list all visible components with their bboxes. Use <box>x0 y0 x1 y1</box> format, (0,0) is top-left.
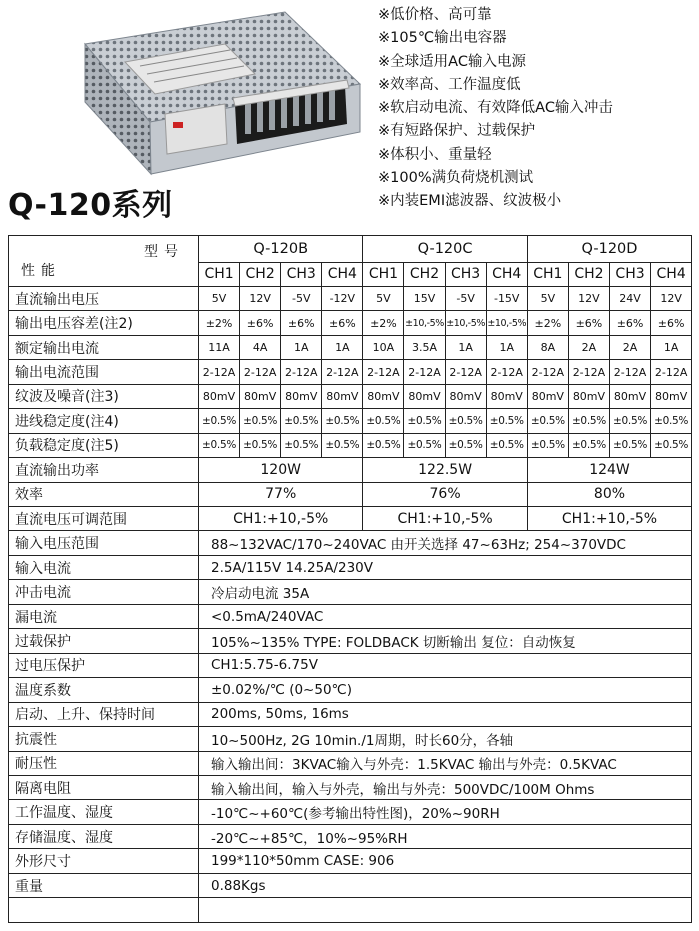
row-label: 存储温度、湿度 <box>9 824 199 848</box>
table-row <box>9 727 692 751</box>
table-row <box>9 898 692 923</box>
table-cell: 10~500Hz, 2G 10min./1周期，时长60分，各轴 <box>199 727 692 751</box>
table-row <box>9 849 692 873</box>
table-cell: 11A <box>199 335 240 359</box>
channel-header: CH2 <box>568 262 609 286</box>
row-label: 重量 <box>9 873 199 897</box>
table-cell: CH1:+10,-5% <box>363 507 527 531</box>
table-cell: 5V <box>199 286 240 310</box>
table-row <box>9 286 692 310</box>
table-row <box>9 507 692 531</box>
corner-model-label: 型号 <box>144 244 184 260</box>
table-cell: 2-12A <box>281 360 322 384</box>
table-cell: 2-12A <box>199 360 240 384</box>
table-row <box>9 311 692 335</box>
table-row <box>9 482 692 506</box>
row-label: 输入电流 <box>9 555 199 579</box>
table-row <box>9 555 692 579</box>
table-row <box>9 873 692 897</box>
channel-header: CH3 <box>609 262 650 286</box>
row-label: 耐压性 <box>9 751 199 775</box>
model-header: Q-120C <box>363 236 527 263</box>
table-cell: ±0.5% <box>651 409 692 433</box>
channel-header: CH1 <box>527 262 568 286</box>
table-cell: 80mV <box>486 384 527 408</box>
feature-item: ※全球适用AC输入电源 <box>378 53 526 70</box>
table-cell: 5V <box>363 286 404 310</box>
table-cell: CH1:+10,-5% <box>527 507 691 531</box>
table-cell: ±0.5% <box>651 433 692 457</box>
table-cell: ±0.5% <box>486 409 527 433</box>
table-cell: ±10,-5% <box>445 311 486 335</box>
feature-item: ※软启动电流、有效降低AC输入冲击 <box>378 100 613 117</box>
table-cell: 105%~135% TYPE: FOLDBACK 切断输出 复位：自动恢复 <box>199 629 692 653</box>
table-cell: ±0.5% <box>322 433 363 457</box>
table-cell: 80mV <box>445 384 486 408</box>
row-label: 直流输出电压 <box>9 286 199 310</box>
table-cell: 0.88Kgs <box>199 873 692 897</box>
table-cell: 124W <box>527 458 691 482</box>
table-cell: 2-12A <box>609 360 650 384</box>
table-cell: ±0.5% <box>527 409 568 433</box>
table-cell: CH1:5.75-6.75V <box>199 653 692 677</box>
table-cell: ±6% <box>240 311 281 335</box>
table-cell: 2-12A <box>363 360 404 384</box>
table-cell: ±6% <box>568 311 609 335</box>
table-cell: 15V <box>404 286 445 310</box>
row-label: 纹波及噪音(注3) <box>9 384 199 408</box>
table-cell: -20℃~+85℃，10%~95%RH <box>199 824 692 848</box>
table-cell: -5V <box>445 286 486 310</box>
table-row <box>9 678 692 702</box>
channel-header: CH3 <box>445 262 486 286</box>
table-cell: ±0.5% <box>281 433 322 457</box>
table-cell: ±2% <box>199 311 240 335</box>
row-label: 过电压保护 <box>9 653 199 677</box>
power-supply-photo <box>55 4 365 180</box>
table-row <box>9 458 692 482</box>
feature-item: ※内装EMI滤波器、纹波极小 <box>378 193 562 210</box>
table-row <box>9 800 692 824</box>
table-cell: -12V <box>322 286 363 310</box>
table-cell: 1A <box>445 335 486 359</box>
table-cell: 122.5W <box>363 458 527 482</box>
table-cell: 输入输出间，输入与外壳，输出与外壳：500VDC/100M Ohms <box>199 776 692 800</box>
table-cell: ±0.5% <box>568 409 609 433</box>
channel-header: CH1 <box>199 262 240 286</box>
row-label: 进线稳定度(注4) <box>9 409 199 433</box>
feature-item: ※105℃输出电容器 <box>378 30 507 47</box>
table-cell: 3.5A <box>404 335 445 359</box>
table-row <box>9 702 692 726</box>
table-cell: -10℃~+60℃(参考输出特性图)，20%~90RH <box>199 800 692 824</box>
table-cell: 输入输出间：3KVAC输入与外壳：1.5KVAC 输出与外壳：0.5KVAC <box>199 751 692 775</box>
table-cell: ±0.5% <box>363 409 404 433</box>
table-cell: ±0.5% <box>486 433 527 457</box>
table-cell: ±6% <box>322 311 363 335</box>
table-cell: ±0.5% <box>445 433 486 457</box>
feature-item: ※100%满负荷烧机测试 <box>378 170 534 187</box>
table-cell: 2-12A <box>568 360 609 384</box>
table-cell: 200ms, 50ms, 16ms <box>199 702 692 726</box>
row-label: 过载保护 <box>9 629 199 653</box>
row-label: 启动、上升、保持时间 <box>9 702 199 726</box>
row-label: 漏电流 <box>9 604 199 628</box>
table-cell: ±0.5% <box>240 409 281 433</box>
table-cell: 冷启动电流 35A <box>199 580 692 604</box>
table-cell: 2-12A <box>322 360 363 384</box>
table-cell: 2A <box>609 335 650 359</box>
table-row <box>9 580 692 604</box>
table-row <box>9 409 692 433</box>
row-label: 输出电流范围 <box>9 360 199 384</box>
table-cell: 80mV <box>404 384 445 408</box>
feature-item: ※效率高、工作温度低 <box>378 76 521 93</box>
channel-header: CH4 <box>486 262 527 286</box>
table-row <box>9 531 692 555</box>
row-label: 直流电压可调范围 <box>9 507 199 531</box>
table-cell: 80mV <box>568 384 609 408</box>
feature-item: ※有短路保护、过载保护 <box>378 123 536 140</box>
table-row <box>9 824 692 848</box>
table-cell: 2-12A <box>527 360 568 384</box>
table-cell: 76% <box>363 482 527 506</box>
table-corner-header <box>9 236 199 287</box>
table-cell: 12V <box>240 286 281 310</box>
table-cell: 2-12A <box>404 360 445 384</box>
table-cell: ±0.5% <box>568 433 609 457</box>
table-cell <box>199 898 692 923</box>
table-cell: 80mV <box>363 384 404 408</box>
row-label: 效率 <box>9 482 199 506</box>
table-cell: 10A <box>363 335 404 359</box>
table-cell: ±0.5% <box>527 433 568 457</box>
table-cell: 80% <box>527 482 691 506</box>
table-cell: ±6% <box>651 311 692 335</box>
table-row <box>9 751 692 775</box>
table-cell: 80mV <box>322 384 363 408</box>
table-cell: 1A <box>651 335 692 359</box>
corner-perf-label: 性能 <box>21 262 61 279</box>
table-row <box>9 629 692 653</box>
table-cell: 80mV <box>651 384 692 408</box>
table-cell: ±0.5% <box>199 433 240 457</box>
table-cell: 12V <box>651 286 692 310</box>
table-cell: 80mV <box>199 384 240 408</box>
table-cell: 2-12A <box>651 360 692 384</box>
row-label: 负载稳定度(注5) <box>9 433 199 457</box>
table-cell: ±0.5% <box>281 409 322 433</box>
row-label: 工作温度、湿度 <box>9 800 199 824</box>
row-label: 抗震性 <box>9 727 199 751</box>
table-cell: 12V <box>568 286 609 310</box>
table-cell: 1A <box>322 335 363 359</box>
table-cell: 80mV <box>609 384 650 408</box>
table-cell: -5V <box>281 286 322 310</box>
table-cell: 199*110*50mm CASE: 906 <box>199 849 692 873</box>
table-cell: 2-12A <box>240 360 281 384</box>
row-label: 冲击电流 <box>9 580 199 604</box>
table-row <box>9 604 692 628</box>
table-cell: ±2% <box>363 311 404 335</box>
spec-table <box>8 235 692 923</box>
channel-header: CH4 <box>651 262 692 286</box>
table-cell: 80mV <box>240 384 281 408</box>
row-label: 温度系数 <box>9 678 199 702</box>
row-label: 额定输出电流 <box>9 335 199 359</box>
row-label: 输出电压容差(注2) <box>9 311 199 335</box>
feature-list <box>378 4 613 214</box>
channel-header: CH2 <box>404 262 445 286</box>
table-cell: 120W <box>199 458 363 482</box>
table-cell: 2.5A/115V 14.25A/230V <box>199 555 692 579</box>
table-cell: ±0.5% <box>322 409 363 433</box>
table-cell: <0.5mA/240VAC <box>199 604 692 628</box>
table-cell: ±0.5% <box>404 433 445 457</box>
channel-header: CH4 <box>322 262 363 286</box>
table-cell: 80mV <box>527 384 568 408</box>
channel-header: CH1 <box>363 262 404 286</box>
row-label: 隔离电阻 <box>9 776 199 800</box>
table-cell: 5V <box>527 286 568 310</box>
table-cell: ±0.5% <box>199 409 240 433</box>
table-cell: ±6% <box>281 311 322 335</box>
table-cell: ±10,-5% <box>404 311 445 335</box>
table-row <box>9 335 692 359</box>
table-cell: ±0.5% <box>609 433 650 457</box>
table-cell: ±0.5% <box>363 433 404 457</box>
row-label: 输入电压范围 <box>9 531 199 555</box>
table-cell: ±0.02%/℃ (0~50℃) <box>199 678 692 702</box>
model-header: Q-120D <box>527 236 691 263</box>
table-cell: 24V <box>609 286 650 310</box>
channel-header: CH2 <box>240 262 281 286</box>
table-row <box>9 776 692 800</box>
table-cell: ±0.5% <box>609 409 650 433</box>
table-row <box>9 433 692 457</box>
row-label <box>9 898 199 923</box>
table-cell: 88~132VAC/170~240VAC 由开关选择 47~63Hz; 254~370VDC <box>199 531 692 555</box>
row-label: 外形尺寸 <box>9 849 199 873</box>
table-cell: 77% <box>199 482 363 506</box>
table-cell: 2A <box>568 335 609 359</box>
table-cell: ±10,-5% <box>486 311 527 335</box>
table-cell: ±0.5% <box>445 409 486 433</box>
table-cell: 2-12A <box>486 360 527 384</box>
model-header: Q-120B <box>199 236 363 263</box>
table-cell: 2-12A <box>445 360 486 384</box>
feature-item: ※低价格、高可靠 <box>378 7 492 23</box>
table-cell: 80mV <box>281 384 322 408</box>
table-cell: -15V <box>486 286 527 310</box>
table-cell: 8A <box>527 335 568 359</box>
table-cell: ±0.5% <box>404 409 445 433</box>
table-row <box>9 360 692 384</box>
table-cell: 1A <box>281 335 322 359</box>
row-label: 直流输出功率 <box>9 458 199 482</box>
table-cell: 1A <box>486 335 527 359</box>
table-row <box>9 384 692 408</box>
table-row <box>9 653 692 677</box>
table-cell: 4A <box>240 335 281 359</box>
channel-header: CH3 <box>281 262 322 286</box>
series-title: Q-120系列 <box>8 188 173 223</box>
table-cell: ±6% <box>609 311 650 335</box>
feature-item: ※体积小、重量轻 <box>378 146 492 163</box>
table-cell: ±2% <box>527 311 568 335</box>
table-cell: CH1:+10,-5% <box>199 507 363 531</box>
table-cell: ±0.5% <box>240 433 281 457</box>
